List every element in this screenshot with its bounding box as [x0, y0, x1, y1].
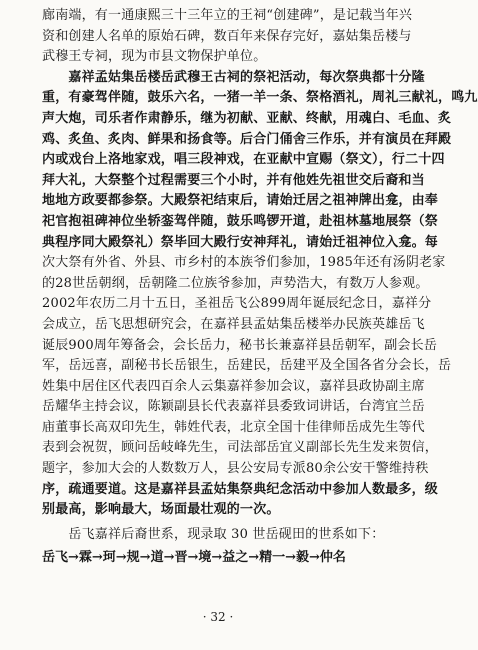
text-line: 序，疏通要道。这是嘉祥县孟姑集祭典纪念活动中参加人数最多，级 — [42, 481, 439, 497]
lineage-chain: 岳飞→霖→珂→规→道→晋→境→益之→精一→毅→仲名 — [42, 550, 346, 566]
text-line: 次大祭有外省、外县、市乡村的本族爷们参加，1985年还有汤阴老家 — [42, 255, 446, 271]
text-line: 会成立，岳飞思想研究会，在嘉祥县孟姑集岳楼举办民族英雄岳飞 — [42, 316, 425, 332]
text-line: 重，有豪驾伴随，鼓乐六名，一猪一羊一条、祭格酒礼，周礼三献礼，鸣九 — [42, 90, 478, 106]
text-line: 声大炮，司乐者作肃静乐，继为初献、亚献、终献，用魂白、毛血、炙 — [42, 110, 452, 126]
page-number: · 32 · — [202, 610, 234, 624]
text-line: 祀官抱祖碑神位坐轿銮驾伴随，鼓乐鸣锣开道，赴祖林墓地展祭（祭 — [42, 213, 439, 229]
body-text — [42, 6, 478, 569]
text-line: 别最高，影响最大，场面最壮观的一次。 — [42, 502, 280, 518]
text-line: 姓集中居住区代表四百余人云集嘉祥参加会议，嘉祥县政协副主席 — [42, 378, 425, 394]
text-line: 岳耀华主持会议，陈颖副县长代表嘉祥县委致词讲话，台湾宜兰岳 — [42, 399, 425, 415]
text-line: 廊南端，有一通康熙三十三年立的王祠“创建碑”，是记载当年兴 — [42, 8, 413, 23]
text-line: 拜大礼，大祭整个过程需要三个小时，并有他姓先祖世交后裔和当 — [42, 172, 425, 188]
text-line: 题字，参加大会的人数数万人，县公安局专派80余公安干警维持秩 — [42, 461, 429, 477]
text-line: 资和创建人名单的原始石碑，数百年来保存完好，嘉姑集岳楼与 — [42, 28, 412, 44]
lineage-intro: 岳飞嘉祥后裔世系，现录取 30 世岳砚田的世系如下： — [42, 526, 385, 542]
text-line: 嘉祥孟姑集岳楼岳武穆王古祠的祭祀活动，每次祭典都十分隆 — [42, 69, 425, 85]
text-line: 表到会祝贺，顾问岳岐峰先生，司法部岳宜义副部长先生发来贺信， — [42, 440, 439, 456]
text-line: 武穆王专祠，现为市县文物保护单位。 — [42, 49, 267, 65]
text-line: 庙董事长高双印先生，韩姓代表，北京全国十佳律师岳成先生等代 — [42, 419, 425, 435]
text-line: 典程序同大殿祭礼）祭毕回大殿行安神拜礼，请始迁祖神位入龛。每 — [42, 234, 439, 250]
text-line: 的28世岳朝纲，岳朝隆二位族爷参加，声势浩大，有数万人参观。 — [42, 275, 429, 291]
text-line: 2002年农历二月十五日，圣祖岳飞公899周年诞辰纪念日，嘉祥分 — [42, 296, 432, 312]
text-line: 地地方政要都参祭。大殿祭祀结束后，请始迁居之祖神牌出龛，由奉 — [42, 193, 439, 209]
text-line: 军，岳远喜，副秘书长岳银生，岳建民，岳建平及全国各省分会长，岳 — [42, 358, 452, 374]
text-line: 鸡、炙鱼、炙肉、鲜果和扬食等。后合门俑舍三作乐，并有演员在拜殿 — [42, 131, 452, 147]
text-line: 内或戏台上洛地家戏，唱三段神戏，在亚献中宣赐（祭文），行二十四 — [42, 152, 445, 168]
text-line: 诞辰900周年筹备会，会长岳力，秘书长兼嘉祥县岳朝军，副会长岳 — [42, 337, 438, 353]
